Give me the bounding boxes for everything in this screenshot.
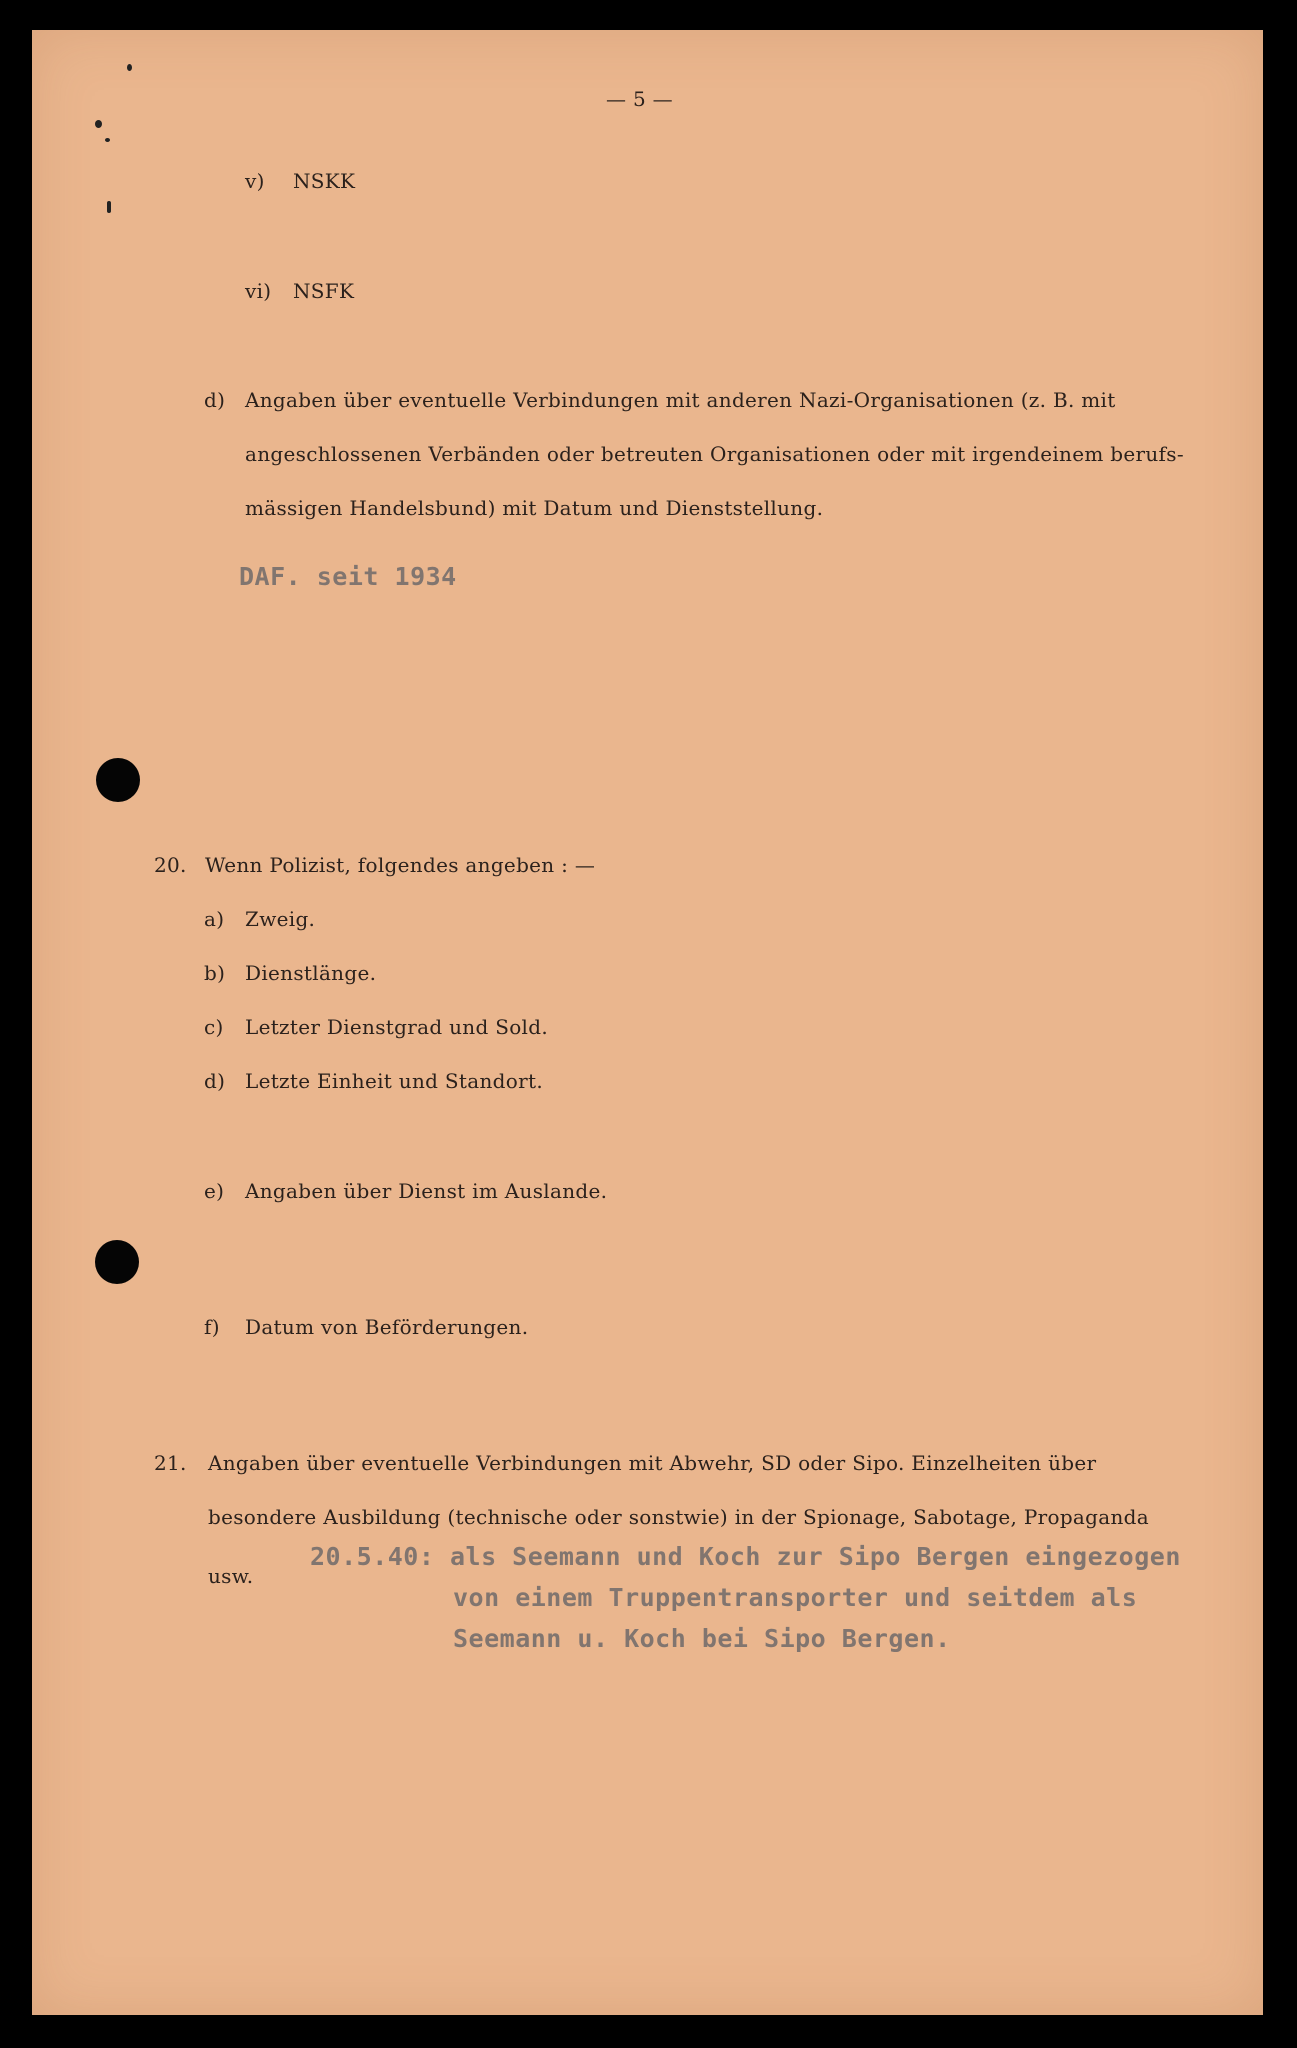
punch-hole-bottom (95, 1240, 139, 1284)
q20-c-text: Letzter Dienstgrad und Sold. (245, 1015, 548, 1039)
q21-line1: Angaben über eventuelle Verbindungen mit Abwehr, SD oder Sipo. Einzelheiten über (208, 1451, 1097, 1475)
paper-speck (127, 64, 132, 71)
typed-answer-line2: von einem Truppentransporter und seitdem als (453, 1583, 1138, 1612)
q21-number: 21. (154, 1451, 187, 1475)
item-vi-text: NSFK (293, 279, 355, 303)
item-d-line2: angeschlossenen Verbänden oder betreuten Organisationen oder mit irgendeinem berufs- (245, 442, 1184, 466)
q20-text: Wenn Polizist, folgendes angeben : — (205, 853, 596, 877)
typed-answer-line1: 20.5.40: als Seemann und Koch zur Sipo Bergen eingezogen (310, 1542, 1181, 1571)
paper-speck (105, 138, 110, 142)
q20-e-text: Angaben über Dienst im Auslande. (245, 1179, 608, 1203)
typed-answer-daf: DAF. seit 1934 (239, 562, 457, 591)
q20-b-label: b) (204, 961, 226, 985)
q20-d-label: d) (204, 1069, 226, 1093)
item-v-text: NSKK (293, 169, 356, 193)
q20-e-label: e) (204, 1179, 225, 1203)
item-d-line3: mässigen Handelsbund) mit Datum und Dienststellung. (245, 496, 824, 520)
document-page (32, 30, 1263, 2015)
q20-f-label: f) (204, 1315, 220, 1339)
paper-speck (107, 201, 111, 213)
punch-hole-top (96, 758, 140, 802)
q20-a-label: a) (204, 907, 225, 931)
page-number: — 5 — (606, 87, 673, 111)
typed-answer-line3: Seemann u. Koch bei Sipo Bergen. (453, 1624, 951, 1653)
q20-d-text: Letzte Einheit und Standort. (245, 1069, 543, 1093)
item-v-label: v) (245, 169, 265, 193)
item-vi-label: vi) (245, 279, 272, 303)
item-d-line1: Angaben über eventuelle Verbindungen mit anderen Nazi-Organisationen (z. B. mit (245, 388, 1116, 412)
q21-line2: besondere Ausbildung (technische oder sonstwie) in der Spionage, Sabotage, Propaganda (208, 1505, 1149, 1529)
q20-f-text: Datum von Beförderungen. (245, 1315, 529, 1339)
q20-c-label: c) (204, 1015, 224, 1039)
q20-number: 20. (154, 853, 187, 877)
q20-a-text: Zweig. (245, 907, 316, 931)
q21-line3: usw. (208, 1564, 254, 1588)
q20-b-text: Dienstlänge. (245, 961, 377, 985)
paper-speck (95, 120, 102, 128)
item-d-label: d) (204, 388, 226, 412)
